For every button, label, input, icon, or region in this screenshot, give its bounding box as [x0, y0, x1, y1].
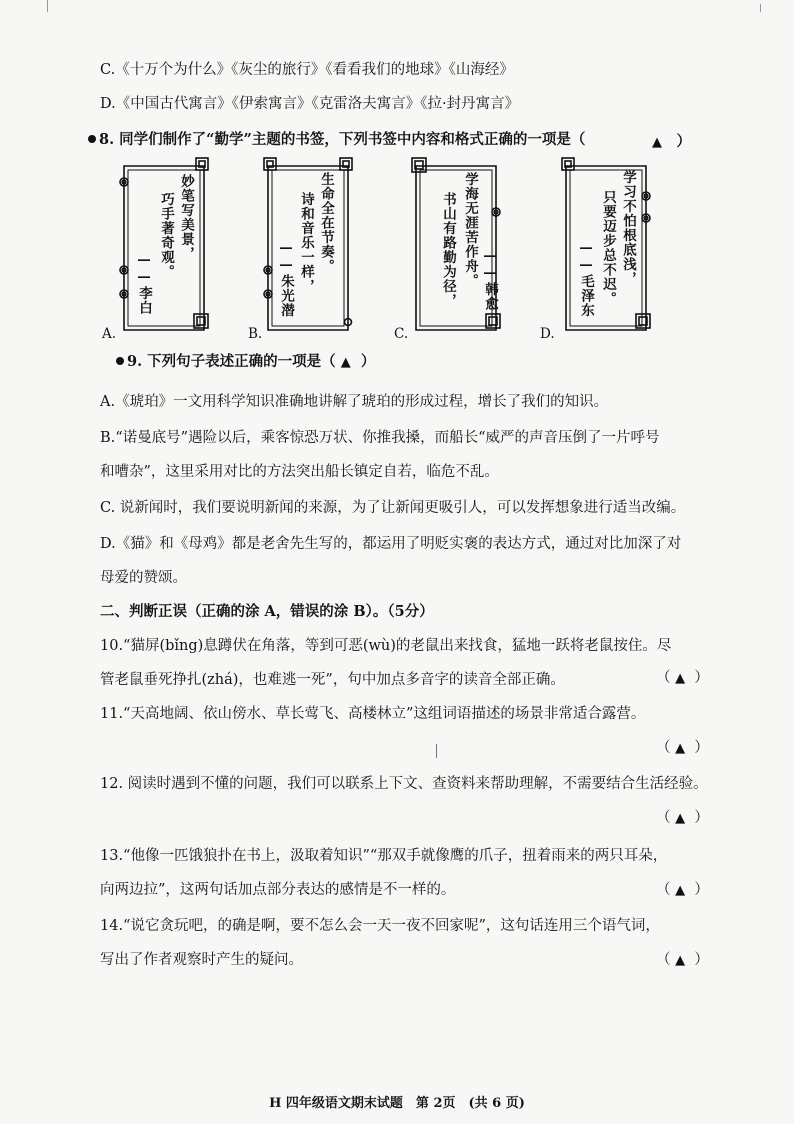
page-footer: H 四年级语文期末试题 第 2页 (共 6 页) [269, 1096, 525, 1111]
option-c-line: C.《十万个为什么》《灰尘的旅行》《看看我们的地球》《山海经》 [100, 62, 514, 78]
bookmark-c [410, 152, 502, 337]
question-14-line-1: 14.“说它贪玩吧，的确是啊，要不怎么会一天一夜不回家呢”，这句话连用三个语气词， [100, 918, 660, 934]
bookmark-b-line-2: 诗和音乐一样， [298, 192, 314, 294]
bookmark-d-line-1: 学习不怕根底浅， [620, 170, 636, 286]
answer-slot-14[interactable]: （ ▲ ） [656, 952, 709, 968]
answer-slot-9[interactable]: ▲ ） [340, 353, 376, 370]
bookmark-c-line-2: 书山有路勤为径， [440, 192, 456, 308]
bookmark-d-label[interactable]: D. [540, 326, 555, 342]
bookmark-c-author: ——韩愈 [482, 248, 498, 311]
bookmark-a [118, 152, 210, 337]
answer-slot-10[interactable]: （ ▲ ） [656, 670, 709, 686]
scan-mark [436, 744, 437, 758]
question-14-line-2: 写出了作者观察时产生的疑问。 [100, 952, 303, 968]
question-8: 8. 同学们制作了“勤学”主题的书签，下列书签中内容和格式正确的一项是（ [88, 130, 585, 150]
question-9-option-a: A.《琥珀》一文用科学知识准确地讲解了琥珀的形成过程，增长了我们的知识。 [100, 394, 609, 410]
bookmark-a-line-1: 妙笔写美景， [178, 174, 194, 261]
bookmark-b-label[interactable]: B. [248, 326, 263, 342]
scan-mark [760, 4, 761, 12]
answer-slot-13[interactable]: （ ▲ ） [656, 882, 709, 898]
bookmark-b-author: ——朱光潜 [278, 240, 294, 318]
bullet-dot-icon [88, 135, 96, 143]
question-9-option-b-line-1: B.“诺曼底号”遇险以后，乘客惊恐万状、你推我搡，而船长“威严的声音压倒了一片呼号 [100, 430, 660, 446]
question-11: 11.“天高地阔、依山傍水、草长莺飞、高楼林立”这组词语描述的场景非常适合露营。 [100, 706, 646, 722]
bookmark-d [560, 152, 652, 337]
bookmark-c-label[interactable]: C. [394, 326, 409, 342]
question-9-option-b-line-2: 和嘈杂”，这里采用对比的方法突出船长镇定自若，临危不乱。 [100, 464, 499, 480]
bookmark-a-label[interactable]: A. [102, 326, 117, 342]
option-d-line: D.《中国古代寓言》《伊索寓言》《克雷洛夫寓言》《拉·封丹寓言》 [100, 96, 520, 112]
question-9-option-d-line-2: 母爱的赞颂。 [100, 570, 187, 586]
question-9-option-c: C. 说新闻时，我们要说明新闻的来源，为了让新闻更吸引人，可以发挥想象进行适当改编。 [100, 500, 686, 516]
question-9-option-d-line-1: D.《猫》和《母鸡》都是老舍先生写的，都运用了明贬实褒的表达方式，通过对比加深了对 [100, 536, 682, 552]
answer-slot-8[interactable]: ▲ ） [652, 133, 691, 150]
question-9: 9. 下列句子表述正确的一项是（ ▲ ） [116, 352, 375, 373]
question-10-line-2: 管老鼠垂死挣扎(zhá)，也难逃一死”，句中加点多音字的读音全部正确。 [100, 672, 565, 688]
bookmark-d-author: ——毛泽东 [578, 240, 594, 318]
bookmark-a-author: ——李白 [136, 252, 152, 315]
answer-slot-12[interactable]: （ ▲ ） [656, 810, 709, 826]
question-13-line-1: 13.“他像一匹饿狼扑在书上，汲取着知识”“那双手就像鹰的爪子，扭着雨来的两只耳朵， [100, 848, 668, 864]
section-2-heading: 二、判断正误（正确的涂 A，错误的涂 B）。（5分） [100, 603, 434, 620]
bookmark-b [262, 152, 354, 337]
answer-slot-11[interactable]: （ ▲ ） [656, 740, 709, 756]
bookmark-c-line-1: 学海无涯苦作舟。 [462, 172, 478, 288]
bookmark-b-line-1: 生命全在节奏。 [318, 172, 334, 274]
bookmark-d-line-2: 只要迈步总不迟。 [600, 190, 616, 306]
question-10-line-1: 10.“猫屏(bǐng)息蹲伏在角落，等到可恶(wù)的老鼠出来找食，猛地一跃将老鼠按住。尽 [100, 638, 672, 654]
question-13-line-2: 向两边拉”，这两句话加点部分表达的感情是不一样的。 [100, 882, 456, 898]
bullet-dot-icon [116, 357, 124, 365]
scan-mark [47, 0, 48, 12]
bookmark-a-line-2: 巧手著奇观。 [158, 192, 174, 279]
question-12: 12. 阅读时遇到不懂的问题，我们可以联系上下文、查资料来帮助理解，不需要结合生活经验。 [100, 776, 708, 792]
